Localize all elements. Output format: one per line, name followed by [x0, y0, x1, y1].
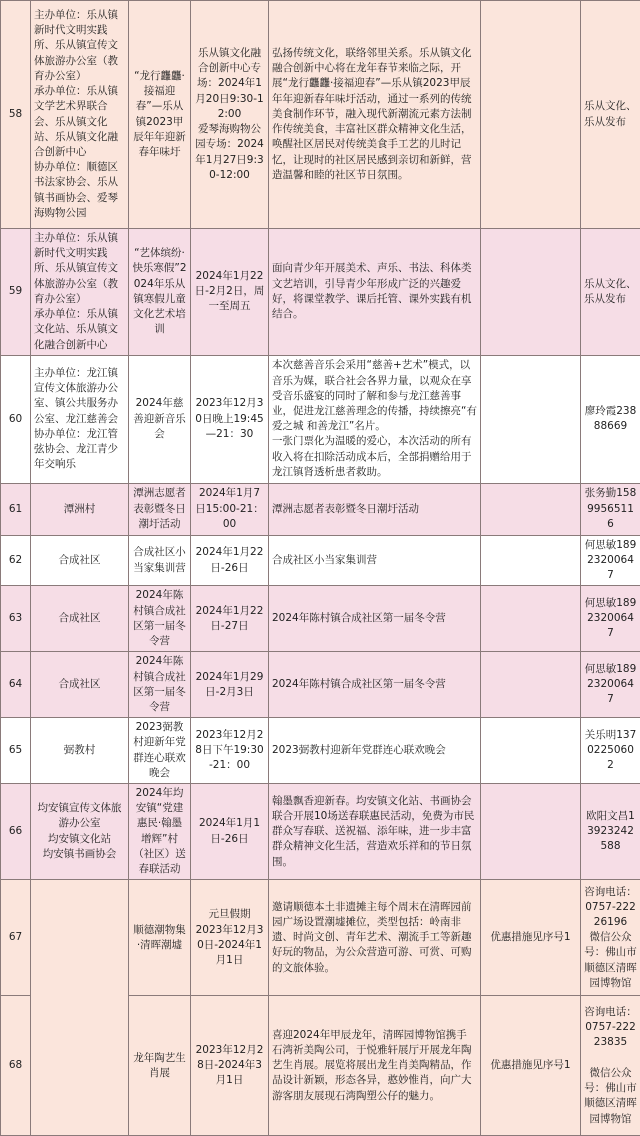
content-cell: 2024年陈村镇合成社区第一届冬令营 — [269, 586, 481, 652]
offer-cell — [481, 784, 581, 880]
activity-name-cell: 2024年陈村镇合成社区第一届冬令营 — [129, 586, 191, 652]
content-cell: 翰墨飘香迎新春。均安镇文化站、书画协会联合开展10场送春联惠民活动，免费为市民群众写春联、送祝福、添年味，进一步丰富群众精神文化生活，营造欢乐祥和的节日氛围。 — [269, 784, 481, 880]
activity-name-cell: 顺德潮物集·清晖潮墟 — [129, 880, 191, 996]
time-cell: 2024年1月22日-2月2日，周一至周五 — [191, 229, 269, 356]
table-row — [1, 718, 640, 784]
contact-cell: 咨询电话：0757-22223835 微信公众号：佛山市顺德区清晖园博物馆 — [581, 996, 640, 1136]
contact-cell: 何思敏18923200647 — [581, 535, 640, 586]
table-row — [1, 229, 640, 356]
row-number: 60 — [1, 355, 31, 483]
activity-name-cell: 2024年均安镇“党建惠民·翰墨增辉”村（社区）送春联活动 — [129, 784, 191, 880]
time-cell: 2023年12月28日-2024年3月1日 — [191, 996, 269, 1136]
organizer-cell: 合成社区 — [31, 652, 129, 718]
row-number: 63 — [1, 586, 31, 652]
row-number: 67 — [1, 880, 31, 996]
organizer-cell: 潭洲村 — [31, 483, 129, 535]
offer-cell — [481, 1, 581, 229]
organizer-cell: 主办单位：乐从镇新时代文明实践所、乐从镇宣传文体旅游办公室（教育办公室） 承办单位：乐从镇文学艺术界联合会、乐从镇文化站、乐从镇文化融合创新中心 协办单位：顺德区书法家协会、乐从镇书画协会、爱琴海购物公园 — [31, 1, 129, 229]
organizer-cell: 合成社区 — [31, 535, 129, 586]
offer-cell — [481, 535, 581, 586]
time-cell: 2024年1月22日-26日 — [191, 535, 269, 586]
contact-cell: 乐从文化、乐从发布 — [581, 1, 640, 229]
organizer-cell: 弼教村 — [31, 718, 129, 784]
row-number: 64 — [1, 652, 31, 718]
organizer-cell: 合成社区 — [31, 586, 129, 652]
time-cell: 元旦假期 2023年12月30日-2024年1月1日 — [191, 880, 269, 996]
activity-name-cell: 2023弼教村迎新年党群连心联欢晚会 — [129, 718, 191, 784]
time-cell: 2024年1月7日15:00-21：00 — [191, 483, 269, 535]
table-row — [1, 880, 640, 996]
offer-cell: 优惠措施见序号1 — [481, 880, 581, 996]
offer-cell — [481, 229, 581, 356]
offer-cell: 优惠措施见序号1 — [481, 996, 581, 1136]
offer-cell — [481, 652, 581, 718]
content-cell: 2024年陈村镇合成社区第一届冬令营 — [269, 652, 481, 718]
offer-cell — [481, 355, 581, 483]
row-number: 68 — [1, 996, 31, 1136]
activity-name-cell: 合成社区小当家集训营 — [129, 535, 191, 586]
time-cell: 2023年12月28日下午19:30-21：00 — [191, 718, 269, 784]
time-cell: 2023年12月30日晚上19:45—21：30 — [191, 355, 269, 483]
offer-cell — [481, 718, 581, 784]
activity-name-cell: “龙行龘龘·接福迎春”—乐从镇2023甲辰年年迎新春年味圩 — [129, 1, 191, 229]
time-cell: 2024年1月22日-27日 — [191, 586, 269, 652]
activity-name-cell: 2024年陈村镇合成社区第一届冬令营 — [129, 652, 191, 718]
content-cell: 潭洲志愿者表彰暨冬日潮圩活动 — [269, 483, 481, 535]
content-cell: 邀请顺德本土非遗摊主每个周末在清晖园前园广场设置潮墟摊位，类型包括：岭南非遗、时尚文创、青年艺术、潮流手工等新趣好玩的物品，为公众营造可游、可赏、可购的文旅体验。 — [269, 880, 481, 996]
content-cell: 喜迎2024年甲辰龙年，清晖园博物馆携手石湾祈美陶公司，于悦雅轩展厅开展龙年陶艺生肖展。展览将展出龙生肖美陶精品，作品设计新颖，形态各异，憨妙惟肖，向广大游客朋友展现石湾陶塑公仔的魅力。 — [269, 996, 481, 1136]
content-cell: 2023弼教村迎新年党群连心联欢晚会 — [269, 718, 481, 784]
row-number: 61 — [1, 483, 31, 535]
row-number: 58 — [1, 1, 31, 229]
time-cell: 乐从镇文化融合创新中心专场：2024年1月20日9:30-12:00 爱琴海购物公园专场：2024年1月27日9:30-12:00 — [191, 1, 269, 229]
table-row — [1, 586, 640, 652]
table-row — [1, 355, 640, 483]
content-cell: 弘扬传统文化，联络邻里关系。乐从镇文化融合创新中心将在龙年春节来临之际，开展“龙行龘龘·接福迎春”—乐从镇2023甲辰年年迎新春年味圩活动，通过一系列的传统美食制作环节，融入现代新潮流元素方法制作传统美食，丰富社区群众精神文化生活，唤醒社区居民对传统美食手工艺的儿时记忆，让现时的社区居民感到亲切和新鲜，营造温馨和睦的社区节日氛围。 — [269, 1, 481, 229]
row-number: 62 — [1, 535, 31, 586]
time-cell: 2024年1月1日-26日 — [191, 784, 269, 880]
contact-cell: 何思敏18923200647 — [581, 652, 640, 718]
contact-cell: 欧阳文昌13923242588 — [581, 784, 640, 880]
time-cell: 2024年1月29日-2月3日 — [191, 652, 269, 718]
row-number: 59 — [1, 229, 31, 356]
organizer-cell: 均安镇宣传文体旅游办公室 均安镇文化站 均安镇书画协会 — [31, 784, 129, 880]
offer-cell — [481, 586, 581, 652]
activity-name-cell: 潭洲志愿者表彰暨冬日潮圩活动 — [129, 483, 191, 535]
content-cell: 本次慈善音乐会采用“慈善+艺术”模式，以音乐为媒，联合社会各界力量，以观众在享受音乐盛宴的同时了解和参与龙江慈善事业，促进龙江慈善理念的传播，持续擦亮“有爱之城 和善龙江”名片。 一张门票化为温暖的爱心，本次活动的所有收入将在扣除活动成本后，全部捐赠给用于龙江镇肾透析患者救助。 — [269, 355, 481, 483]
offer-cell — [481, 483, 581, 535]
content-cell: 面向青少年开展美术、声乐、书法、科体类文艺培训，引导青少年形成广泛的兴趣爱好，将课堂教学、课后托管、课外实践有机结合。 — [269, 229, 481, 356]
organizer-cell: 主办单位：龙江镇宣传文体旅游办公室、镇公共服务办公室、龙江慈善会协办单位：龙江管弦协会、龙江青少年交响乐 — [31, 355, 129, 483]
contact-cell: 何思敏18923200647 — [581, 586, 640, 652]
table-row — [1, 652, 640, 718]
contact-cell: 乐从文化、乐从发布 — [581, 229, 640, 356]
contact-cell: 关乐明13702250602 — [581, 718, 640, 784]
row-number: 65 — [1, 718, 31, 784]
activity-name-cell: “艺体缤纷·快乐寒假”2024年乐从镇寒假儿童文化艺术培训 — [129, 229, 191, 356]
table-row — [1, 483, 640, 535]
contact-cell: 廖玲霞23888669 — [581, 355, 640, 483]
contact-cell: 张务勤15899565116 — [581, 483, 640, 535]
activity-name-cell: 2024年慈善迎新音乐会 — [129, 355, 191, 483]
organizer-cell: 主办单位：乐从镇新时代文明实践所、乐从镇宣传文体旅游办公室（教育办公室） 承办单位：乐从镇文化站、乐从镇文化融合创新中心 — [31, 229, 129, 356]
table-row — [1, 535, 640, 586]
row-number: 66 — [1, 784, 31, 880]
content-cell: 合成社区小当家集训营 — [269, 535, 481, 586]
activity-name-cell: 龙年陶艺生肖展 — [129, 996, 191, 1136]
contact-cell: 咨询电话：0757-22226196 微信公众号：佛山市顺德区清晖园博物馆 — [581, 880, 640, 996]
table-row — [1, 784, 640, 880]
organizer-cell — [31, 880, 129, 1136]
table-row — [1, 1, 640, 229]
